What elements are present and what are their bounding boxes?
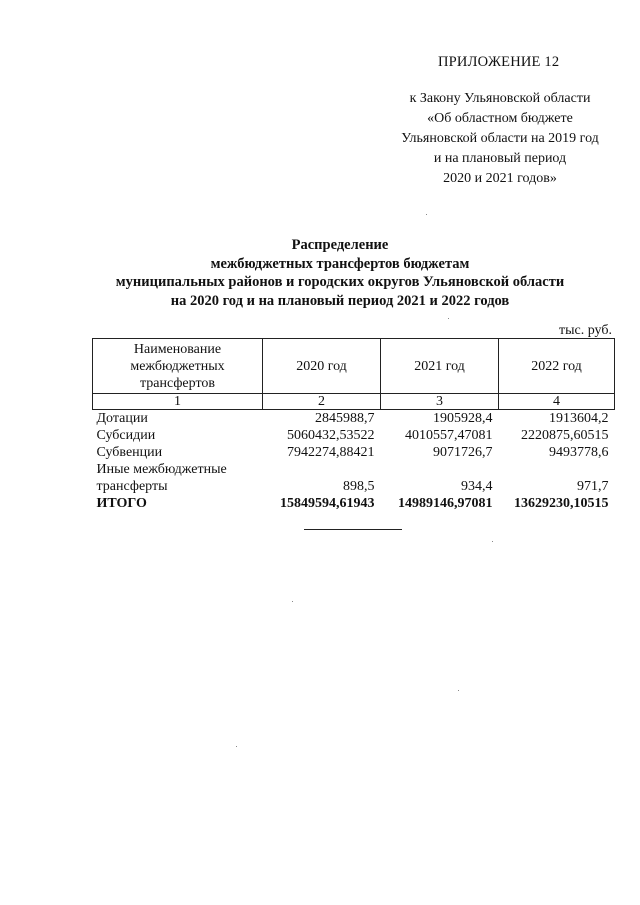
scan-speck — [292, 601, 293, 602]
row-value: 1905928,4 — [433, 411, 493, 426]
column-number: 2 — [263, 394, 381, 410]
header-name-cell — [93, 339, 263, 394]
document-title-line: на 2020 год и на плановый период 2021 и 2022 годов — [170, 292, 510, 309]
appendix-title: ПРИЛОЖЕНИЕ 12 — [438, 54, 560, 70]
column-number: 3 — [381, 394, 499, 410]
header-year-2020: 2020 год — [263, 339, 381, 394]
row-value: 971,7 — [577, 479, 609, 494]
units-label: тыс. руб. — [559, 323, 612, 338]
table-header-row — [93, 339, 615, 394]
document-title-line: Распределение — [291, 237, 389, 253]
row-value: 2845988,7 — [315, 411, 375, 426]
header-name-line: межбюджетных — [130, 358, 225, 374]
row-name-line: трансферты — [96, 479, 168, 494]
table-row — [93, 461, 615, 495]
row-name — [93, 461, 263, 495]
scan-speck — [426, 214, 427, 215]
transfers-table — [92, 338, 615, 512]
column-number: 4 — [499, 394, 615, 410]
header-name-line: трансфертов — [139, 375, 216, 391]
total-value: 15849594,61943 — [280, 496, 375, 511]
closing-rule — [304, 529, 402, 530]
scan-speck — [458, 690, 459, 691]
law-reference-line: Ульяновской области на 2019 год — [401, 131, 599, 146]
scan-speck — [448, 318, 449, 319]
scan-speck — [236, 746, 237, 747]
column-number: 1 — [93, 394, 263, 410]
total-row — [93, 495, 615, 512]
document-title-line: муниципальных районов и городских округов Ульяновской области — [115, 274, 565, 290]
law-reference-line: «Об областном бюджете — [427, 111, 573, 126]
row-value: 9071726,7 — [433, 445, 493, 460]
row-value: 898,5 — [343, 479, 375, 494]
header-year-2021: 2021 год — [381, 339, 499, 394]
column-number-row — [93, 394, 615, 410]
document-title — [40, 236, 640, 310]
row-value: 4010557,47081 — [405, 428, 493, 443]
law-reference-line: 2020 и 2021 годов» — [443, 171, 557, 186]
row-value: 9493778,6 — [549, 445, 609, 460]
row-value: 5060432,53522 — [287, 428, 375, 443]
law-reference-line: и на плановый период — [433, 151, 567, 166]
row-value: 934,4 — [461, 479, 493, 494]
total-value: 14989146,97081 — [398, 496, 493, 511]
law-reference-line: к Закону Ульяновской области — [409, 91, 591, 106]
row-value: 2220875,60515 — [521, 428, 609, 443]
row-name-line: Иные межбюджетные — [96, 462, 227, 477]
document-title-line: межбюджетных трансфертов бюджетам — [210, 255, 470, 272]
row-name: Субвенции — [96, 445, 163, 460]
header-year-2022: 2022 год — [499, 339, 615, 394]
scan-speck — [492, 541, 493, 542]
total-name: ИТОГО — [96, 496, 147, 511]
table-row — [93, 410, 615, 428]
total-value: 13629230,10515 — [514, 496, 609, 511]
header-name-line: Наименование — [133, 341, 222, 357]
table-row — [93, 444, 615, 461]
law-reference — [380, 89, 620, 189]
table-row — [93, 427, 615, 444]
row-name: Дотации — [96, 411, 148, 426]
row-name: Субсидии — [96, 428, 156, 443]
row-value: 7942274,88421 — [287, 445, 375, 460]
row-value: 1913604,2 — [549, 411, 609, 426]
